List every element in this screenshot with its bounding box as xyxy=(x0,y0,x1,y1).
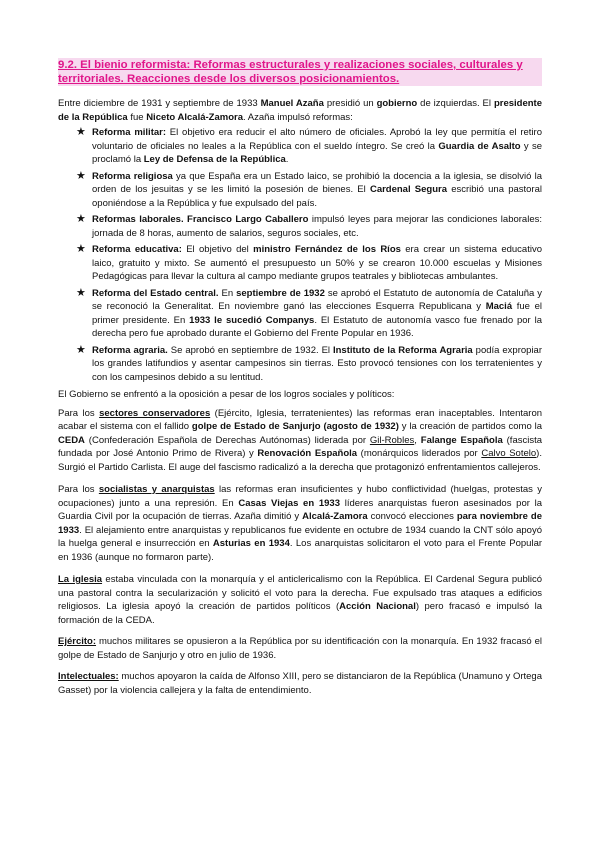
list-item-religious-reform: ★ Reforma religiosa ya que España era un Estado laico, se prohibió la docencia a la iglesia, se disolvió la orden de los jesuitas y se les limitó la posesión de bienes. El Cardenal Segura escribió una pastoral oponiéndose a la República y fue expulsado del país. xyxy=(76,169,542,209)
list-item-military-reform: ★ Reforma militar: El objetivo era reducir el alto número de oficiales. Aprobó la ley que permitía el retiro voluntario de oficiales no leales a la República con el sueldo íntegro. Se creó la Guardia de Asalto y se proclamó la Ley de Defensa de la República. xyxy=(76,126,543,165)
star-bullet-icon: ★ xyxy=(76,169,86,182)
left-paragraph: Para los socialistas y anarquistas las reformas eran insuficientes y hubo conflictividad (huelgas, protestas y ocupaciones) junto a una represión. En Casas Viejas en 1933 líderes anarquistas fueron asesinados por la Guardia Civil por la ocupación de tierras. Azaña dimitió y Alcalá-Zamora convocó elecciones para noviembre de 1933. El alejamiento entre anarquistas y republicanos fue evidente en octubre de 1934 cuando la CNT sólo apoyó la huelga general e insurrección en Asturias en 1934. Los anarquistas solicitaron el voto para el Frente Popular en 1936 (aunque no formaron parte). xyxy=(58,484,543,563)
reforms-list xyxy=(58,126,542,384)
list-item-education-reform: ★ Reforma educativa: El objetivo del ministro Fernández de los Ríos era crear un sistema educativo laico, gratuito y mixto. Se aumentó el presupuesto un 50% y se crearon 10.000 escuelas y Misiones Pedagógicas para llevar la cultura al campo mediante grupos teatrales y bibliotecas ambulantes. xyxy=(76,243,542,282)
list-item-agrarian-reform: ★ Reforma agraria. Se aprobó en septiembre de 1932. El Instituto de la Reforma Agraria podía expropiar los grandes latifundios y asentar campesinos sin tierras. Esto provocó tensiones con los terratenientes y con los campesinos debido a su lentitud. xyxy=(76,343,542,383)
star-bullet-icon: ★ xyxy=(76,286,86,299)
star-bullet-icon: ★ xyxy=(76,126,86,138)
intro-paragraph: Entre diciembre de 1931 y septiembre de 1933 Manuel Azaña presidió un gobierno de izquierdas. El presidente de la República fue Niceto Alcalá-Zamora. Azaña impulsó reformas: xyxy=(58,98,542,123)
conservatives-paragraph: Para los sectores conservadores (Ejército, Iglesia, terratenientes) las reformas eran inaceptables. Intentaron acabar el sistema con el fallido golpe de Estado de Sanjurjo (agosto de 1932) y la creación de partidos como la CEDA (Confederación Española de Derechas Autónomas) liderada por Gil-Robles, Falange Española (fascista fundada por José Antonio Primo de Rivera) y Renovación Española (monárquicos liderados por Calvo Sotelo). Surgió el Partido Carlista. El auge del fascismo radicalizó a la derecha que protagonizó enfrentamientos callejeros. xyxy=(58,407,543,473)
opposition-intro: El Gobierno se enfrentó a la oposición a pesar de los logros sociales y políticos: xyxy=(58,389,395,400)
intellectuals-paragraph: Intelectuales: muchos apoyaron la caída de Alfonso XIII, pero se distanciaron de la República (Unamuno y Ortega Gasset) por la violencia callejera y la falta de entendimiento. xyxy=(58,671,542,696)
section-title: 9.2. El bienio reformista: Reformas estructurales y realizaciones sociales, culturales y territoriales. Reacciones desde los diversos posicionamientos. xyxy=(58,58,542,86)
church-paragraph: La iglesia estaba vinculada con la monarquía y el anticlericalismo con la República. El Cardenal Segura publicó una pastoral contra la secularización y solicitó el voto para la derecha. Fue expulsado tras ataques a edificios religiosos. La iglesia apoyó la creación de partidos políticos (Acción Nacional) pero fracasó e impulsó la formación de la CEDA. xyxy=(58,574,542,626)
list-item-central-state-reform: ★ Reforma del Estado central. En septiembre de 1932 se aprobó el Estatuto de autonomía de Cataluña y se reconoció la Generalitat. En noviembre ganó las elecciones Esquerra Republicana y Maciá fue el primer presidente. En 1933 le sucedió Companys. El Estatuto de autonomía vasco fue frenado por la derecha pero fue aprobado durante el Gobierno del Frente Popular en 1936. xyxy=(76,286,543,339)
document-page xyxy=(58,58,542,697)
star-bullet-icon: ★ xyxy=(76,243,86,255)
list-item-labor-reform: ★ Reformas laborales. Francisco Largo Caballero impulsó leyes para mejorar las condiciones laborales: jornada de 8 horas, aumento de salarios, seguros sociales, etc. xyxy=(76,213,542,239)
star-bullet-icon: ★ xyxy=(76,343,86,356)
army-paragraph: Ejército: muchos militares se opusieron a la República por su identificación con la monarquía. En 1932 fracasó el golpe de Estado de Sanjurjo y otro en julio de 1936. xyxy=(58,636,542,661)
star-bullet-icon: ★ xyxy=(76,213,86,225)
